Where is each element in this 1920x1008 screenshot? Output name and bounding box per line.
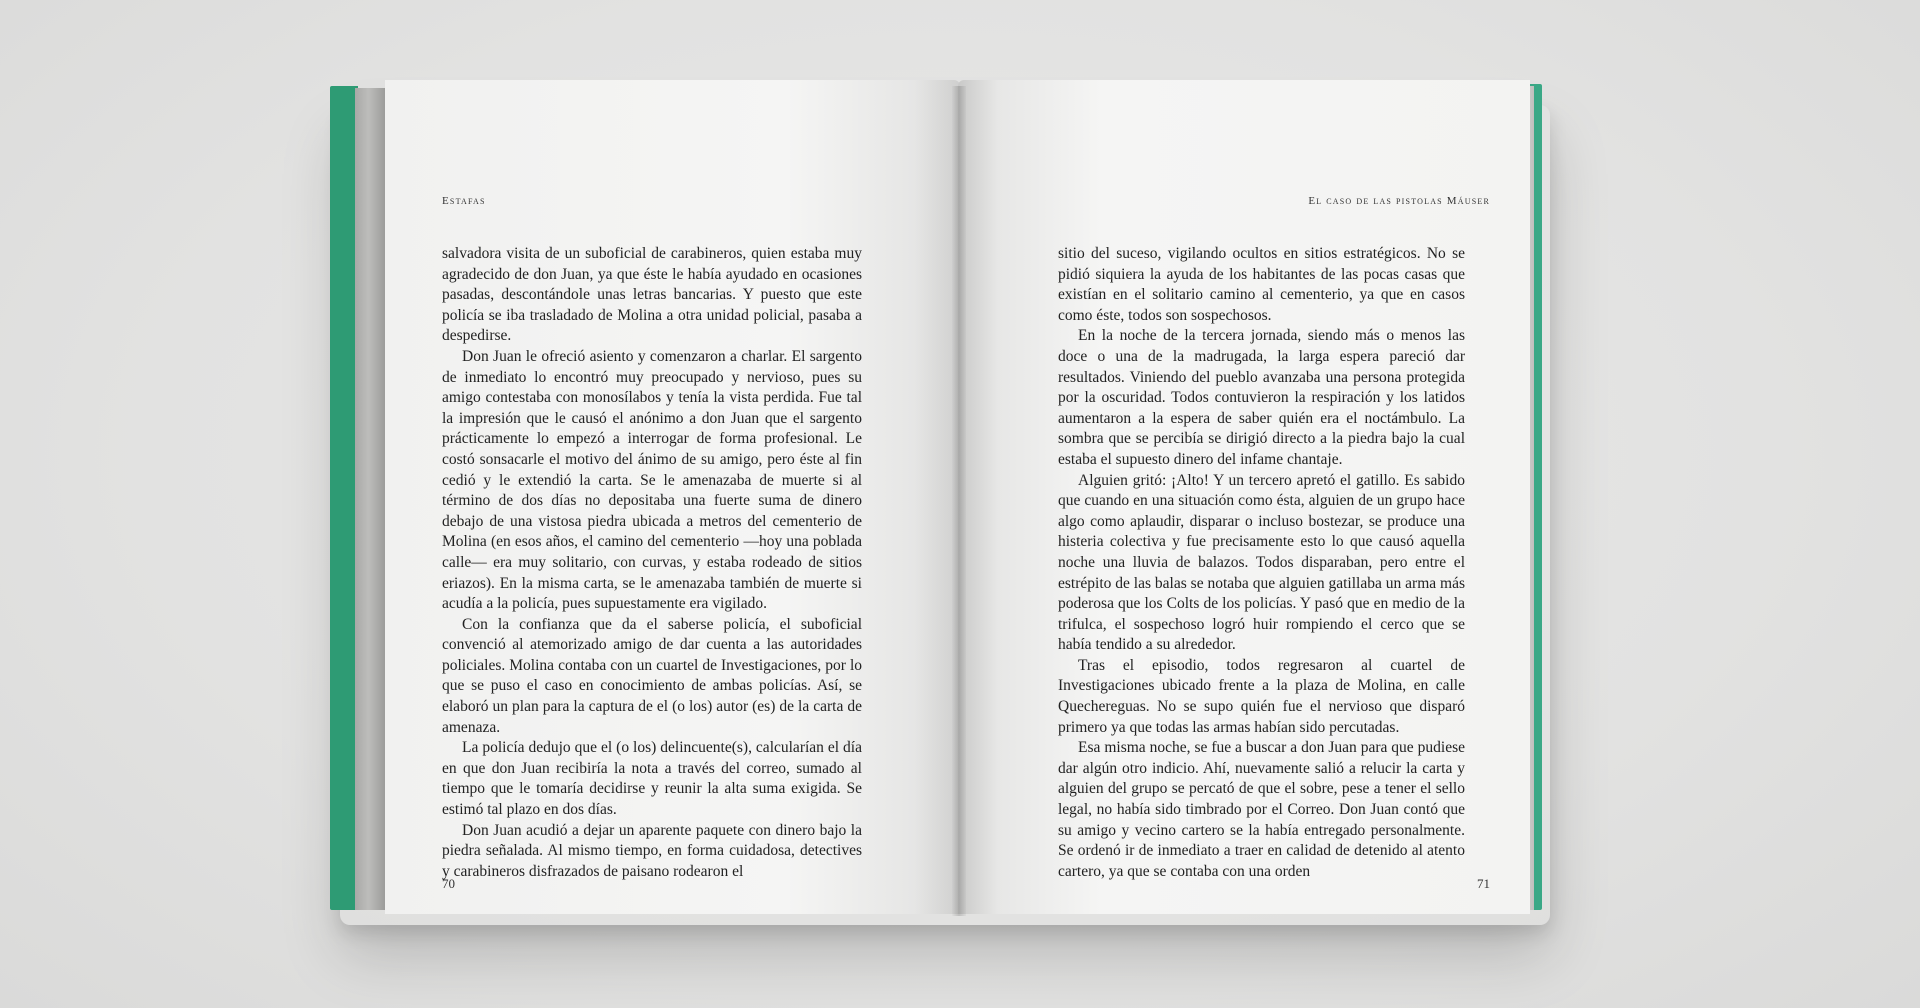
left-page-number: 70	[442, 876, 455, 891]
page-stack-left	[355, 88, 385, 910]
left-page	[385, 80, 960, 914]
book-gutter	[952, 86, 966, 916]
right-paragraph-1: sitio del suceso, vigilando ocultos en sitios estratégicos. No se pidió siquiera la ayuda de los habitantes de las pocas casas que existían en el solitario camino al cementerio, ya que en casos como éste, todos son sospechosos.	[1058, 245, 1465, 324]
right-page-number: 71	[1477, 876, 1490, 891]
right-page	[958, 80, 1530, 914]
book-cover-left-edge	[330, 86, 358, 910]
left-paragraph-4: La policía dedujo que el (o los) delincuente(s), calcularían el día en que don Juan recibiría la nota a través del correo, sumado al tiempo que le tomaría decidirse y reunir la alta suma exigida. Se estimó tal plazo en dos días.	[442, 739, 862, 819]
right-paragraph-4: Tras el episodio, todos regresaron al cuartel de Investigaciones ubicado frente a la plaza de Molina, en calle Quechereguas. No se supo quién fue el nervioso que disparó primero ya que todas las armas habían sido percutadas.	[1058, 656, 1465, 736]
right-page-body	[1058, 244, 1465, 882]
right-paragraph-3: Alguien gritó: ¡Alto! Y un tercero apretó el gatillo. Es sabido que cuando en una situación como ésta, alguien de un grupo hace algo como aplaudir, disparar o incluso bostezar, se produce una histeria colectiva y fue precisamente esto lo que causó aquella noche una lluvia de balazos. Todos disparaban, pero entre el estrépito de las balas se notaba que alguien gatillaba un arma más poderosa que los Colts de los policías. Y pasó que en medio de la trifulca, el sospechoso logró huir rompiendo el cerco que se había tendido a su alrededor.	[1058, 471, 1465, 654]
left-paragraph-1: salvadora visita de un suboficial de carabineros, quien estaba muy agradecido de don Juan, ya que éste le había ayudado en ocasiones pasadas, descontándole unas letras bancarias. Y puesto que este policía se iba trasladado de Molina a otra unidad policial, pasaba a despedirse.	[442, 245, 862, 345]
right-paragraph-5: Esa misma noche, se fue a buscar a don Juan para que pudiese dar algún otro indicio. Ahí, nuevamente salió a relucir la carta y alguien del grupo se percató de que el sobre, pese a tener el sello legal, no había sido timbrado por el Correo. Don Juan contó que su amigo y vecino cartero se la había entregado personalmente. Se ordenó ir de inmediato a traer en calidad de detenido al atento cartero, ya que se contaba con una orden	[1058, 739, 1465, 880]
right-paragraph-2: En la noche de la tercera jornada, siendo más o menos las doce o una de la madrugada, la larga espera pareció dar resultados. Viniendo del pueblo avanzaba una persona protegida por la oscuridad. Todos contuvieron la respiración y los latidos aumentaron a la espera de saber quién era el noctámbulo. La sombra que se percibía se dirigió directo a la piedra bajo la cual estaba el supuesto dinero del infame chantaje.	[1058, 327, 1465, 468]
left-running-head: Estafas	[442, 195, 486, 207]
left-paragraph-5: Don Juan acudió a dejar un aparente paquete con dinero bajo la piedra señalada. Al mismo tiempo, en forma cuidadosa, detectives y carabineros disfrazados de paisano rodearon el	[442, 821, 862, 880]
left-paragraph-3: Con la confianza que da el saberse policía, el suboficial convenció al atemorizado amigo de dar cuenta a las autoridades policiales. Molina contaba con un cuartel de Investigaciones, por lo que se puso el caso en conocimiento de ambas policías. Así, se elaboró un plan para la captura de el (o los) autor (es) de la carta de amenaza.	[442, 615, 862, 736]
left-paragraph-2: Don Juan le ofreció asiento y comenzaron a charlar. El sargento de inmediato lo encontró muy preocupado y nervioso, pues su amigo contestaba con monosílabos y tenía la vista perdida. Fue tal la impresión que le causó el anónimo a don Juan que el sargento prácticamente lo empezó a interrogar de forma profesional. Le costó sonsacarle el motivo del ánimo de su amigo, pero éste al fin cedió y le extendió la carta. Se le amenazaba de muerte si al término de dos días no depositaba una fuerte suma de dinero debajo de una vistosa piedra ubicada a metros del cementerio de Molina (en esos años, el camino del cementerio —hoy una poblada calle— era muy solitario, con curvas, y estaba rodeado de sitios eriazos). En la misma carta, se le amenazaba también de muerte si acudía a la policía, pues supuestamente era vigilado.	[442, 347, 862, 613]
right-running-head: El caso de las pistolas Máuser	[1308, 195, 1490, 207]
left-page-body	[442, 244, 862, 882]
